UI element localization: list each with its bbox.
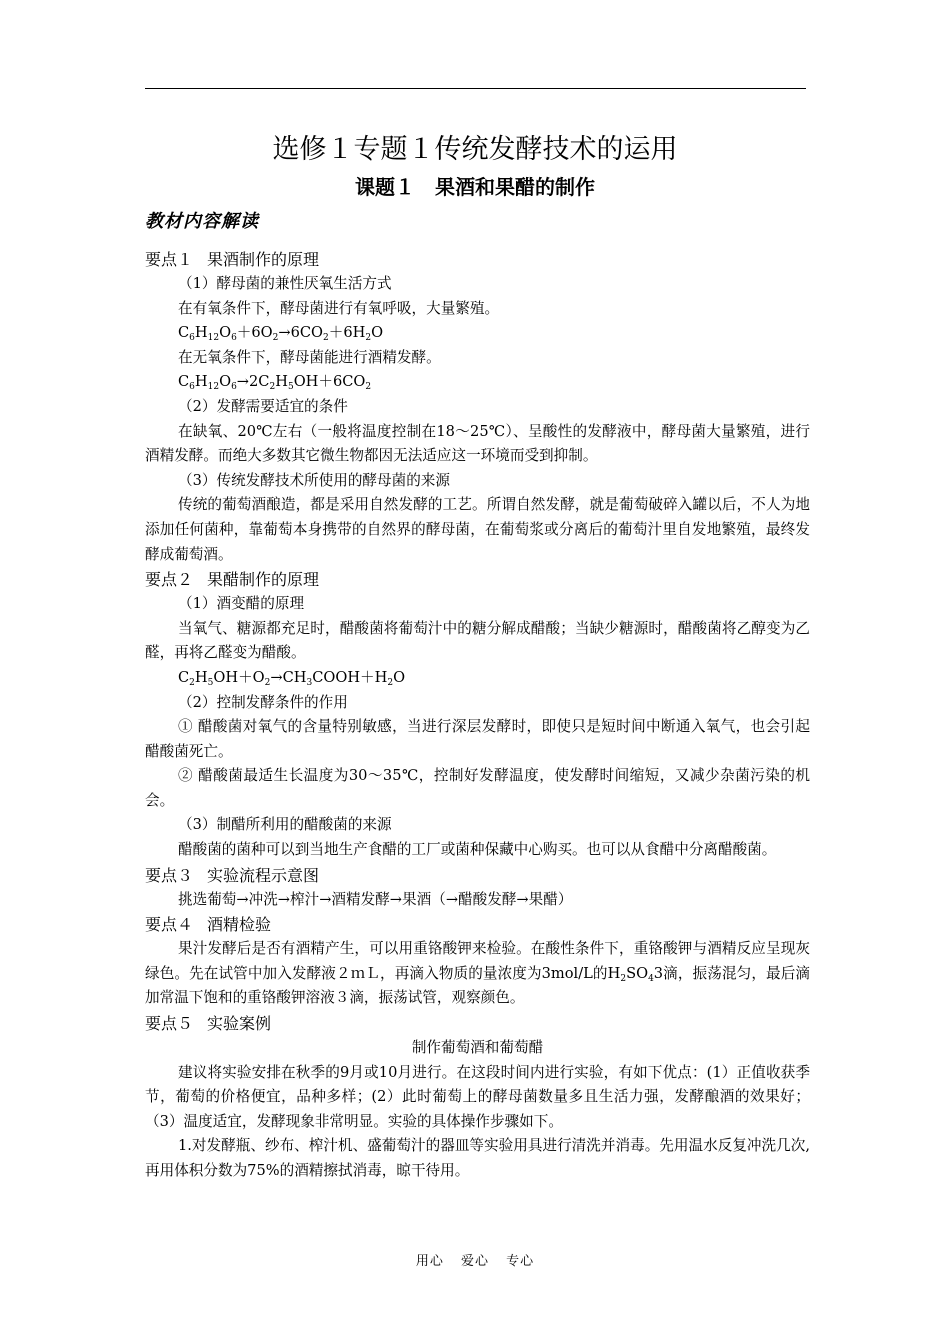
- keypoint-2-heading: [145, 567, 810, 592]
- case-title: 制作葡萄酒和葡萄醋: [411, 1039, 544, 1057]
- equation-aerobic: $C_6H_{12}O_6+6O_2\to 6CO_2+6H_2O$: [178, 324, 384, 344]
- section-heading: 教材内容解读: [145, 211, 259, 232]
- page-footer: [0, 1250, 950, 1269]
- footer-text: 爱心: [460, 1254, 489, 1269]
- keypoint-1-heading: [145, 247, 810, 272]
- keypoint-number: 要点３: [145, 865, 194, 885]
- paragraph: 在有氧条件下，酵母菌进行有氧呼吸，大量繁殖。: [178, 299, 500, 317]
- subheading: （1）酒变醋的原理: [178, 595, 305, 613]
- header-rule: [145, 88, 806, 89]
- keypoint-number: 要点１: [145, 250, 194, 269]
- keypoint-number: 要点２: [145, 570, 194, 590]
- keypoint-3-heading: [145, 863, 810, 888]
- page-title: 选修１专题１传统发酵技术的运用: [272, 134, 678, 165]
- subheading: （2）控制发酵条件的作用: [178, 693, 348, 711]
- subheading: （3）制醋所利用的醋酸菌的来源: [178, 816, 392, 834]
- equation-acetic: $C_2H_5OH+O_2\to CH_3COOH+H_2O$: [178, 668, 406, 688]
- keypoint-title: 果醋制作的原理: [207, 570, 320, 590]
- subheading: （2）发酵需要适宜的条件: [178, 397, 348, 415]
- paragraph: 在缺氧、20℃左右（一般将温度控制在18～25℃）、呈酸性的发酵液中，酵母菌大量繁殖，进行酒精发酵。而绝大多数其它微生物都因无法适应这一环境而受到抑制。: [145, 422, 810, 465]
- keypoint-title: 果酒制作的原理: [207, 250, 320, 269]
- paragraph: 建议将实验安排在秋季的9月或10月进行。在这段时间内进行实验，有如下优点：(1）正值收获季节，葡萄的价格便宜，品种多样；(2）此时葡萄上的酵母菌数量多且生活力强，发酵酿酒的效果好；（3）温度适宜，发酵现象非常明显。实验的具体操作步骤如下。: [145, 1063, 810, 1130]
- subheading: （1）酵母菌的兼性厌氧生活方式: [178, 275, 392, 292]
- keypoint-number: 要点４: [145, 915, 194, 935]
- paragraph: 1.对发酵瓶、纱布、榨汁机、盛葡萄汁的器皿等实验用具进行清洗并消毒。先用温水反复冲洗几次,再用体积分数为75%的酒精擦拭消毒，晾干待用。: [145, 1137, 810, 1179]
- process-flow: 挑选葡萄→冲洗→榨汁→酒精发酵→果酒（→醋酸发酵→果醋）: [178, 890, 573, 908]
- paragraph: 当氧气、糖源都充足时，醋酸菌将葡萄汁中的糖分解成醋酸；当缺少糖源时，醋酸菌将乙醇变为乙醛，再将乙醛变为醋酸。: [145, 619, 810, 662]
- keypoint-title: 实验案例: [207, 1014, 272, 1034]
- paragraph: ② 醋酸菌最适生长温度为30～35℃，控制好发酵温度，使发酵时间缩短，又减少杂菌污染的机会。: [145, 767, 810, 809]
- keypoint-title: 实验流程示意图: [207, 865, 320, 885]
- paragraph: ① 醋酸菌对氧气的含量特别敏感，当进行深层发酵时，即使只是短时间中断通入氧气，也会引起醋酸菌死亡。: [145, 718, 810, 760]
- lesson-subtitle: 课题１ 果酒和果醋的制作: [355, 175, 595, 199]
- document-body: [145, 247, 810, 1184]
- footer-text: 用心: [415, 1254, 444, 1269]
- footer-text: 专心: [506, 1254, 535, 1269]
- keypoint-4-heading: [145, 912, 810, 937]
- keypoint-title: 酒精检验: [207, 915, 272, 935]
- paragraph: 在无氧条件下，酵母菌能进行酒精发酵。: [178, 348, 441, 366]
- paragraph: 果汁发酵后是否有酒精产生，可以用重铬酸钾来检验。在酸性条件下，重铬酸钾与酒精反应呈现灰绿色。先在试管中加入发酵液２ｍＬ，再滴入物质的量浓度为3mol/L的$H_2SO_43$滴，振荡混匀，最后滴加常温下饱和的重铬酸钾溶液３滴，振荡试管，观察颜色。: [145, 940, 810, 1007]
- paragraph: 传统的葡萄酒酿造，都是采用自然发酵的工艺。所谓自然发酵，就是葡萄破碎入罐以后，不人为地添加任何菌种，靠葡萄本身携带的自然界的酵母菌，在葡萄浆或分离后的葡萄汁里自发地繁殖，最终发酵成葡萄酒。: [145, 496, 810, 563]
- keypoint-5-heading: [145, 1011, 810, 1036]
- paragraph: 醋酸菌的菌种可以到当地生产食醋的工厂或菌种保藏中心购买。也可以从食醋中分离醋酸菌。: [178, 841, 777, 859]
- subheading: （3）传统发酵技术所使用的酵母菌的来源: [178, 471, 450, 489]
- keypoint-number: 要点５: [145, 1014, 194, 1034]
- equation-fermentation: $C_6H_{12}O_6\to 2C_2H_5OH+6CO_2$: [178, 373, 372, 393]
